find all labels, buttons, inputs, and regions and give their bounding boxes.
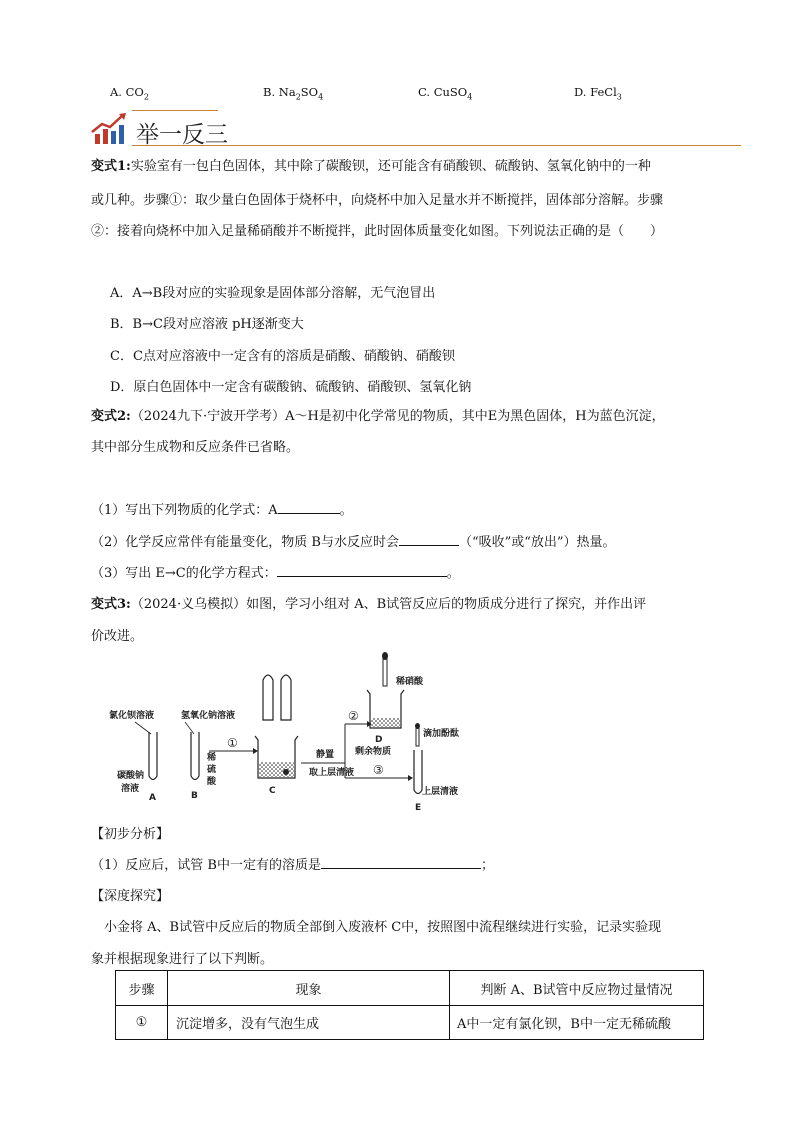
deep-line-2: 象并根据现象进行了以下判断。: [91, 952, 274, 967]
table-row-1-judgement: A中一定有氯化钡，B中一定无稀硫酸: [457, 1017, 671, 1032]
q1-line-2: 或几种。步骤①：取少量白色固体于烧杯中，向烧杯中加入足量水并不断搅拌，固体部分溶解。步骤: [91, 193, 664, 208]
tube-a-to-label: [135, 722, 151, 734]
label-naoh: 氢氧化钠溶液: [181, 711, 236, 721]
banner-bottom-rule: [132, 145, 741, 146]
q2-sub-1: （1）写出下列物质的化学式：A 。: [91, 499, 353, 518]
experiment-diagram: [105, 650, 495, 812]
q2-line-2: 其中部分生成物和反应条件已省略。: [91, 440, 300, 455]
label-hno3: 稀硝酸: [396, 677, 424, 687]
label-d: D: [375, 735, 383, 745]
option-c-cuso4: C. CuSO$_4$: [418, 85, 473, 102]
test-tube-a: [149, 732, 157, 780]
label-remaining: 剩余物质: [355, 747, 392, 757]
label-h2so4-2: 硫: [207, 765, 217, 775]
option-b-na2so4: B. $Na_2SO_4$: [263, 85, 324, 102]
label-b: B: [191, 791, 198, 801]
test-tube-e: [414, 750, 422, 794]
option-a-co2: A. $CO_2$: [110, 85, 149, 102]
deep-title: 【深度探究】: [91, 889, 170, 904]
section-banner: [88, 108, 741, 150]
q1-label: 变式1:: [91, 159, 131, 174]
q1-line-1: 变式1:实验室有一包白色固体，其中除了碳酸钡，还可能含有硝酸钡、硫酸钠、氢氧化钠中的一种: [91, 159, 651, 174]
inverted-tube-left: [263, 675, 273, 720]
test-tube-b: [191, 732, 199, 780]
table-header-judgement: 判断 A、B试管中反应物过量情况: [480, 982, 673, 998]
label-step-2: ②: [348, 709, 359, 723]
label-phenol: 滴加酚酞: [423, 729, 460, 739]
label-a: A: [149, 793, 156, 803]
label-h2so4-3: 酸: [207, 777, 217, 787]
table-row-1-step: ①: [135, 1015, 148, 1030]
label-na2co3-b: 溶液: [121, 784, 140, 794]
q2-line-1: 变式2:（2024九下·宁波开学考）A～H是初中化学常见的物质，其中E为黑色固体，H为蓝色沉淀，: [91, 409, 665, 424]
q1-option-d: D．原白色固体中一定含有碳酸钠、硫酸钠、硝酸钡、氢氧化钠: [110, 380, 472, 395]
label-e: E: [415, 803, 422, 812]
q3-label: 变式3:: [91, 597, 131, 612]
label-step-3: ③: [373, 763, 384, 777]
dropper-d: [383, 656, 387, 686]
table-row-1-phenomenon: 沉淀增多，没有气泡生成: [176, 1017, 320, 1032]
q1-option-a: A．A→B段对应的实验现象是固体部分溶解，无气泡冒出: [110, 286, 436, 301]
q2-sub-2: （2）化学反应常伴有能量变化，物质 B与水反应时会 （“吸收”或“放出”）热量。: [91, 531, 616, 550]
q1-option-b: B．B→C段对应溶液 pH逐渐变大: [110, 317, 304, 332]
q3-line-2: 价改进。: [91, 629, 144, 644]
q1-line-3: ②：接着向烧杯中加入足量稀硝酸并不断搅拌，此时固体质量变化如图。下列说法正确的是（ ）: [91, 224, 664, 239]
q2-label: 变式2:: [91, 409, 131, 424]
label-upper-clear: 上层清液: [422, 787, 459, 797]
q2-sub-3: （3）写出 E→C的化学方程式： 。: [91, 562, 460, 581]
table-header-step: 步骤: [128, 982, 155, 998]
banner-title: 举一反三: [136, 122, 228, 148]
label-h2so4-1: 稀: [207, 753, 217, 763]
analysis-question: （1）反应后，试管 B中一定有的溶质是 ；: [91, 854, 494, 873]
q1-option-c: C．C点对应溶液中一定含有的溶质是硝酸、硝酸钠、硝酸钡: [110, 349, 455, 364]
label-take-clear: 取上层清液: [309, 768, 355, 778]
analysis-title: 【初步分析】: [91, 827, 170, 842]
q3-line-1: 变式3:（2024·义乌模拟）如图，学习小组对 A、B试管反应后的物质成分进行了探究，并作出评: [91, 597, 647, 612]
deep-line-1: 小金将 A、B试管中反应后的物质全部倒入废液杯 C中，按照图中流程继续进行实验，记录实验现: [104, 920, 662, 935]
result-table: [115, 970, 704, 1040]
bar-chart-icon: [90, 112, 128, 146]
answer-blank-a[interactable]: [278, 500, 340, 514]
label-still: 静置: [316, 750, 335, 760]
tube-b-to-label: [185, 722, 194, 734]
label-c: C: [269, 786, 276, 796]
table-header-phenomenon: 现象: [295, 982, 322, 998]
answer-blank-solute[interactable]: [321, 855, 481, 869]
label-step-1: ①: [227, 736, 238, 750]
label-bacl2: 氯化钡溶液: [109, 711, 155, 721]
label-na2co3-a: 碳酸钠: [117, 771, 145, 781]
inverted-tube-right: [281, 675, 291, 720]
answer-blank-equation[interactable]: [277, 563, 447, 577]
answer-blank-heat[interactable]: [399, 532, 459, 546]
option-d-fecl3: D. FeCl$_3$: [574, 85, 622, 102]
banner-top-rule: [132, 110, 218, 111]
